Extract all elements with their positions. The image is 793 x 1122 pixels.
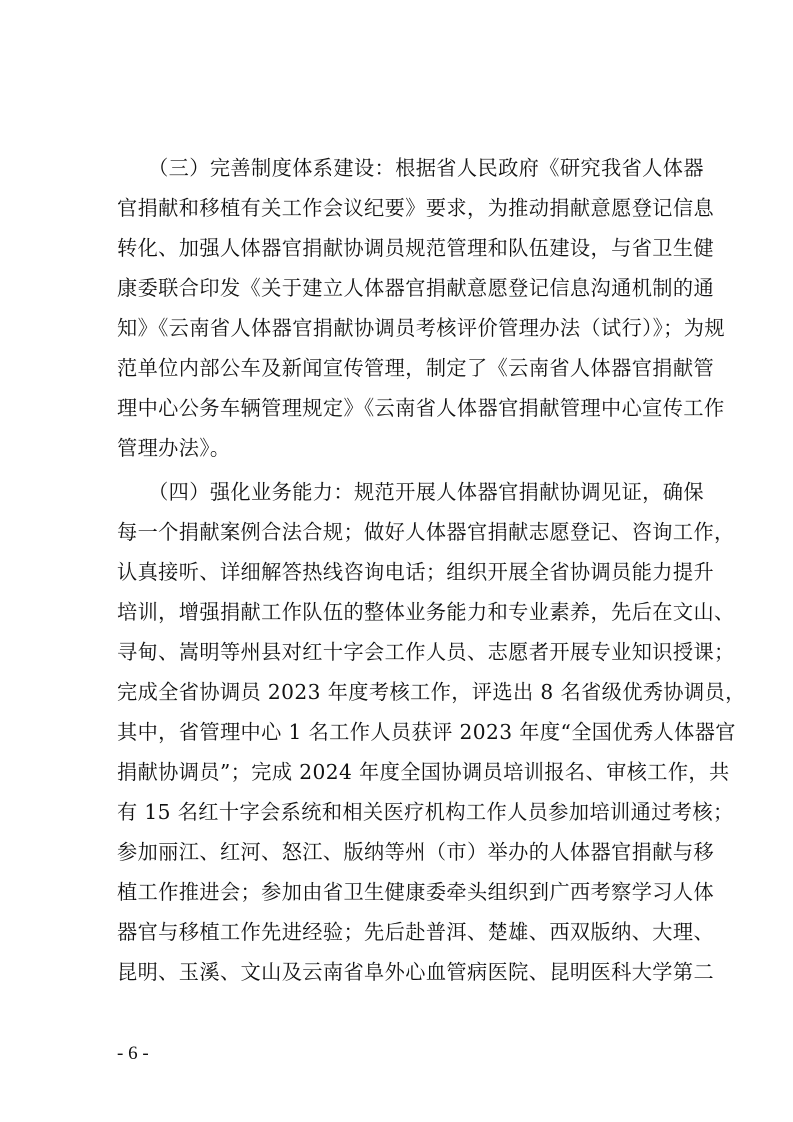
text-line: 寻甸、嵩明等州县对红十字会工作人员、志愿者开展专业知识授课； [117, 640, 735, 664]
page-number: - 6 - [117, 1043, 149, 1064]
text-line: 转化、加强人体器官捐献协调员规范管理和队伍建设，与省卫生健 [117, 236, 715, 260]
text-line: 每一个捐献案例合法合规；做好人体器官捐献志愿登记、咨询工作， [117, 520, 735, 544]
text-line: 昆明、玉溪、文山及云南省阜外心血管病医院、昆明医科大学第二 [117, 960, 715, 984]
text-line: 参加丽江、红河、怒江、版纳等州（市）举办的人体器官捐献与移 [117, 840, 715, 864]
text-line: 捐献协调员”；完成 2024 年度全国协调员培训报名、审核工作，共 [117, 760, 730, 784]
text-line-last: 管理办法》。 [117, 436, 231, 460]
text-line: 其中，省管理中心 1 名工作人员获评 2023 年度“全国优秀人体器官 [117, 720, 736, 744]
paragraph-three [117, 148, 725, 468]
text-line: 理中心公务车辆管理规定》《云南省人体器官捐献管理中心宣传工作 [117, 396, 725, 420]
text-line: 知》《云南省人体器官捐献协调员考核评价管理办法（试行）》；为规 [117, 316, 725, 340]
text-line: （四）强化业务能力：规范开展人体器官捐献协调见证，确保 [117, 480, 704, 504]
text-line: 认真接听、详细解答热线咨询电话；组织开展全省协调员能力提升 [117, 560, 715, 584]
text-line: 康委联合印发《关于建立人体器官捐献意愿登记信息沟通机制的通 [117, 276, 715, 300]
text-line: 培训，增强捐献工作队伍的整体业务能力和专业素养，先后在文山、 [117, 600, 735, 624]
paragraph-four [117, 472, 746, 992]
text-line: 有 15 名红十字会系统和相关医疗机构工作人员参加培训通过考核； [117, 800, 734, 824]
text-line: 官捐献和移植有关工作会议纪要》要求，为推动捐献意愿登记信息 [117, 196, 715, 220]
text-line: 植工作推进会；参加由省卫生健康委牵头组织到广西考察学习人体 [117, 880, 715, 904]
text-line: 器官与移植工作先进经验；先后赴普洱、楚雄、西双版纳、大理、 [117, 920, 715, 944]
text-line: （三）完善制度体系建设：根据省人民政府《研究我省人体器 [117, 156, 704, 180]
text-line: 范单位内部公车及新闻宣传管理，制定了《云南省人体器官捐献管 [117, 356, 715, 380]
text-line: 完成全省协调员 2023 年度考核工作，评选出 8 名省级优秀协调员， [117, 680, 746, 704]
